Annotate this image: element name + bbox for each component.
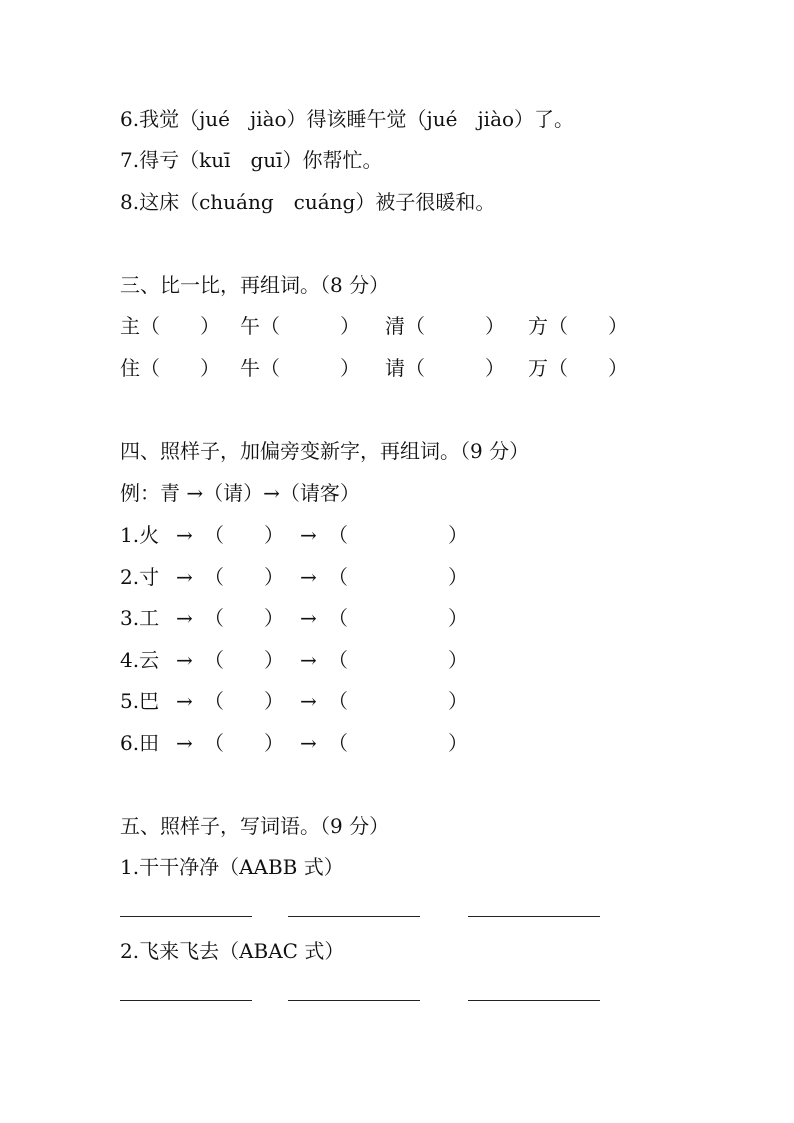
blank-parens: （ ） — [328, 565, 468, 589]
arrow-icon: → — [300, 606, 317, 630]
blank-parens: （ ） — [328, 606, 468, 630]
row-char: 6.田 — [120, 731, 160, 755]
compare-cell: 牛（ ） — [240, 356, 360, 380]
arrow-icon: → — [300, 689, 317, 713]
row-char: 2.寸 — [120, 565, 160, 589]
arrow-icon: → — [176, 523, 193, 547]
arrow-icon: → — [176, 648, 193, 672]
blank-parens: （ ） — [204, 731, 284, 755]
compare-cell: 请（ ） — [385, 356, 505, 380]
blank-parens: （ ） — [328, 731, 468, 755]
answer-line[interactable] — [468, 1000, 600, 1001]
blank-parens: （ ） — [328, 689, 468, 713]
blank-parens: （ ） — [204, 689, 284, 713]
compare-cell: 万（ ） — [528, 356, 628, 380]
arrow-icon: → — [176, 731, 193, 755]
compare-cell: 方（ ） — [528, 314, 628, 338]
arrow-icon: → — [300, 565, 317, 589]
arrow-icon: → — [176, 689, 193, 713]
compare-cell: 主（ ） — [120, 314, 220, 338]
arrow-icon: → — [300, 523, 317, 547]
section4-example: 例：青 →（请）→（请客） — [120, 481, 360, 505]
blank-parens: （ ） — [204, 565, 284, 589]
blank-parens: （ ） — [328, 523, 468, 547]
section4-title: 四、照样子，加偏旁变新字，再组词。（9 分） — [120, 439, 530, 463]
item-6: 6.我觉（jué jiào）得该睡午觉（jué jiào）了。 — [120, 107, 575, 131]
section5-title: 五、照样子，写词语。（9 分） — [120, 814, 390, 838]
item-7: 7.得亏（kuī guī）你帮忙。 — [120, 148, 383, 172]
row-char: 1.火 — [120, 523, 160, 547]
row-char: 3.工 — [120, 606, 160, 630]
arrow-icon: → — [300, 648, 317, 672]
row-char: 5.巴 — [120, 689, 160, 713]
blank-parens: （ ） — [204, 606, 284, 630]
section5-item2: 2.飞来飞去（ABAC 式） — [120, 939, 345, 963]
arrow-icon: → — [176, 606, 193, 630]
compare-cell: 住（ ） — [120, 356, 220, 380]
answer-line[interactable] — [468, 916, 600, 917]
compare-cell: 午（ ） — [240, 314, 360, 338]
item-8: 8.这床（chuáng cuáng）被子很暖和。 — [120, 190, 496, 214]
section5-item1: 1.干干净净（AABB 式） — [120, 855, 344, 879]
section3-title: 三、比一比，再组词。（8 分） — [120, 273, 390, 297]
arrow-icon: → — [300, 731, 317, 755]
blank-parens: （ ） — [328, 648, 468, 672]
blank-parens: （ ） — [204, 523, 284, 547]
arrow-icon: → — [176, 565, 193, 589]
answer-line[interactable] — [288, 1000, 420, 1001]
answer-line[interactable] — [120, 916, 252, 917]
row-char: 4.云 — [120, 648, 160, 672]
blank-parens: （ ） — [204, 648, 284, 672]
answer-line[interactable] — [120, 1000, 252, 1001]
compare-cell: 清（ ） — [385, 314, 505, 338]
answer-line[interactable] — [288, 916, 420, 917]
